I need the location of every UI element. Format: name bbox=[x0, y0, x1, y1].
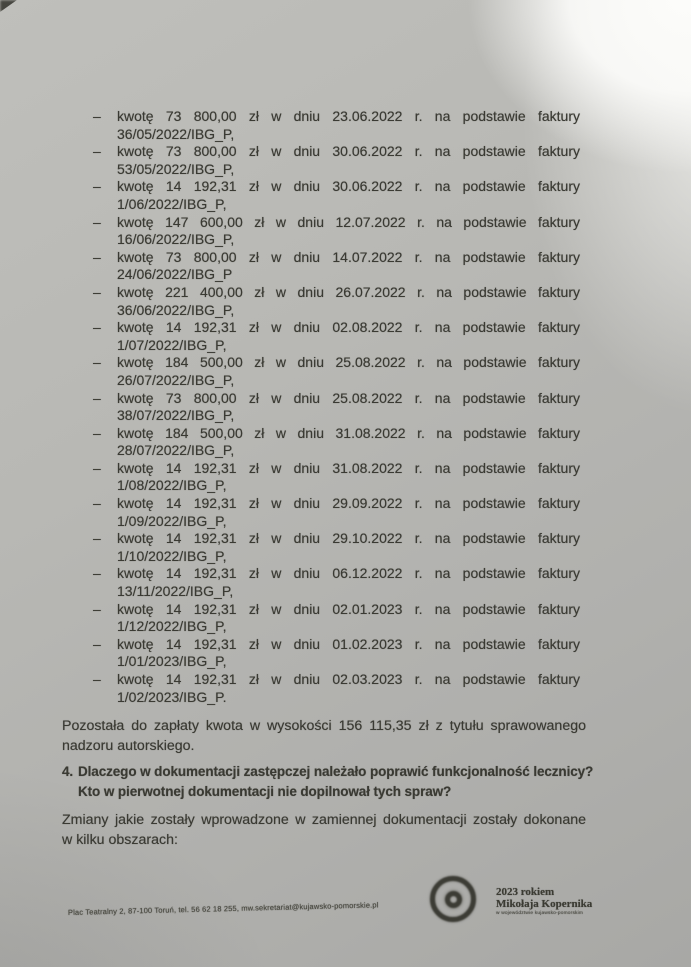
item-dash: – bbox=[93, 424, 101, 441]
payment-item bbox=[93, 249, 580, 284]
footer-address: Plac Teatralny 2, 87-100 Toruń, tel. 56 62 18 255, mw.sekretariat@kujawsko-pomorskie.pl bbox=[67, 900, 379, 917]
logo-subtitle-line: w województwie kujawsko-pomorskim bbox=[496, 911, 584, 916]
item-line1: kwotę 14 192,31 zł w dniu 29.10.2022 r. na podstawie faktury bbox=[117, 530, 580, 547]
item-invoice-line: 1/06/2022/IBG_P, bbox=[117, 195, 227, 212]
item-dash: – bbox=[93, 319, 101, 336]
payment-item bbox=[93, 390, 580, 425]
item-invoice-line: 53/05/2022/IBG_P, bbox=[117, 160, 235, 177]
question-line1: Dlaczego w dokumentacji zastępczej należało poprawić funkcjonalność lecznicy? bbox=[78, 764, 594, 779]
item-line1: kwotę 14 192,31 zł w dniu 02.03.2023 r. na podstawie faktury bbox=[117, 671, 580, 687]
item-dash: – bbox=[93, 671, 101, 687]
item-invoice-line: 1/07/2022/IBG_P, bbox=[117, 336, 227, 353]
item-line1: kwotę 73 800,00 zł w dniu 30.06.2022 r. na podstawie faktury bbox=[117, 143, 580, 160]
item-line1: kwotę 14 192,31 zł w dniu 29.09.2022 r. na podstawie faktury bbox=[117, 495, 580, 512]
item-dash: – bbox=[93, 600, 101, 617]
item-line1: kwotę 14 192,31 zł w dniu 02.01.2023 r. na podstawie faktury bbox=[117, 600, 580, 617]
item-invoice-line: 28/07/2022/IBG_P, bbox=[117, 442, 235, 459]
item-dash: – bbox=[93, 354, 101, 371]
item-line1: kwotę 184 500,00 zł w dniu 31.08.2022 r. na podstawie faktury bbox=[117, 424, 580, 441]
item-dash: – bbox=[93, 108, 101, 124]
remaining-amount-paragraph bbox=[62, 716, 586, 757]
item-invoice-line: 24/06/2022/IBG_P bbox=[117, 266, 233, 283]
payment-item bbox=[93, 425, 580, 460]
changes-paragraph bbox=[62, 810, 586, 851]
logo-inner-ring-icon bbox=[445, 891, 462, 908]
item-invoice-line: 1/10/2022/IBG_P, bbox=[117, 547, 227, 564]
payment-item bbox=[93, 671, 580, 706]
item-line1: kwotę 184 500,00 zł w dniu 25.08.2022 r. na podstawie faktury bbox=[117, 354, 580, 371]
remaining-line2: nadzoru autorskiego. bbox=[62, 738, 195, 755]
item-line1: kwotę 73 800,00 zł w dniu 23.06.2022 r. na podstawie faktury bbox=[117, 108, 580, 124]
question-number: 4. bbox=[62, 764, 74, 779]
copernicus-logo-text bbox=[496, 886, 606, 917]
payment-item bbox=[93, 636, 580, 671]
item-invoice-line: 36/05/2022/IBG_P, bbox=[117, 125, 235, 142]
payment-item bbox=[93, 601, 580, 636]
item-invoice-line: 26/07/2022/IBG_P, bbox=[117, 371, 235, 388]
item-invoice-line: 38/07/2022/IBG_P, bbox=[117, 407, 235, 424]
logo-name-line: Mikołaja Kopernika bbox=[496, 898, 593, 910]
item-dash: – bbox=[93, 213, 101, 230]
payment-item bbox=[93, 284, 580, 319]
item-dash: – bbox=[93, 178, 101, 195]
question-item bbox=[62, 762, 594, 802]
item-line1: kwotę 73 800,00 zł w dniu 25.08.2022 r. na podstawie faktury bbox=[117, 389, 580, 406]
item-dash: – bbox=[93, 459, 101, 476]
item-line1: kwotę 14 192,31 zł w dniu 31.08.2022 r. na podstawie faktury bbox=[117, 459, 580, 476]
item-line1: kwotę 221 400,00 zł w dniu 26.07.2022 r. na podstawie faktury bbox=[117, 283, 580, 300]
item-dash: – bbox=[93, 635, 101, 652]
remaining-line1: Pozostała do zapłaty kwota w wysokości 156 115,35 zł z tytułu sprawowanego bbox=[62, 718, 586, 734]
item-line1: kwotę 73 800,00 zł w dniu 14.07.2022 r. na podstawie faktury bbox=[117, 248, 580, 265]
item-dash: – bbox=[93, 143, 101, 160]
item-invoice-line: 36/06/2022/IBG_P, bbox=[117, 301, 235, 318]
payment-item bbox=[93, 460, 580, 495]
item-invoice-line: 1/02/2023/IBG_P. bbox=[117, 688, 227, 705]
item-dash: – bbox=[93, 389, 101, 406]
payment-list bbox=[93, 108, 580, 706]
item-line1: kwotę 14 192,31 zł w dniu 01.02.2023 r. na podstawie faktury bbox=[117, 635, 580, 652]
item-invoice-line: 13/11/2022/IBG_P, bbox=[117, 583, 234, 600]
item-dash: – bbox=[93, 283, 101, 300]
question-line2: Kto w pierwotnej dokumentacji nie dopilnował tych spraw? bbox=[78, 783, 452, 799]
payment-item bbox=[93, 319, 580, 354]
payment-item bbox=[93, 214, 580, 249]
item-invoice-line: 1/08/2022/IBG_P, bbox=[117, 477, 227, 494]
payment-item bbox=[93, 530, 580, 565]
logo-year-line: 2023 rokiem bbox=[496, 886, 555, 898]
item-line1: kwotę 147 600,00 zł w dniu 12.07.2022 r. na podstawie faktury bbox=[117, 213, 580, 230]
item-dash: – bbox=[93, 248, 101, 265]
item-invoice-line: 1/09/2022/IBG_P, bbox=[117, 512, 227, 529]
item-line1: kwotę 14 192,31 zł w dniu 06.12.2022 r. na podstawie faktury bbox=[117, 565, 580, 582]
item-invoice-line: 1/12/2022/IBG_P, bbox=[117, 618, 227, 635]
changes-line2: w kilku obszarach: bbox=[62, 832, 178, 849]
payment-item bbox=[93, 143, 580, 178]
payment-item bbox=[93, 178, 580, 213]
payment-item bbox=[93, 108, 580, 143]
item-dash: – bbox=[93, 495, 101, 512]
page-corner-shadow bbox=[0, 0, 17, 12]
payment-item bbox=[93, 495, 580, 530]
payment-item bbox=[93, 565, 580, 600]
copernicus-logo bbox=[430, 876, 480, 926]
item-line1: kwotę 14 192,31 zł w dniu 30.06.2022 r. na podstawie faktury bbox=[117, 178, 580, 195]
changes-line1: Zmiany jakie zostały wprowadzone w zamiennej dokumentacji zostały dokonane bbox=[62, 812, 586, 828]
item-dash: – bbox=[93, 530, 101, 547]
item-line1: kwotę 14 192,31 zł w dniu 02.08.2022 r. na podstawie faktury bbox=[117, 319, 580, 336]
item-invoice-line: 1/01/2023/IBG_P, bbox=[117, 653, 227, 670]
item-invoice-line: 16/06/2022/IBG_P, bbox=[117, 231, 235, 248]
item-dash: – bbox=[93, 565, 101, 582]
payment-item bbox=[93, 354, 580, 389]
